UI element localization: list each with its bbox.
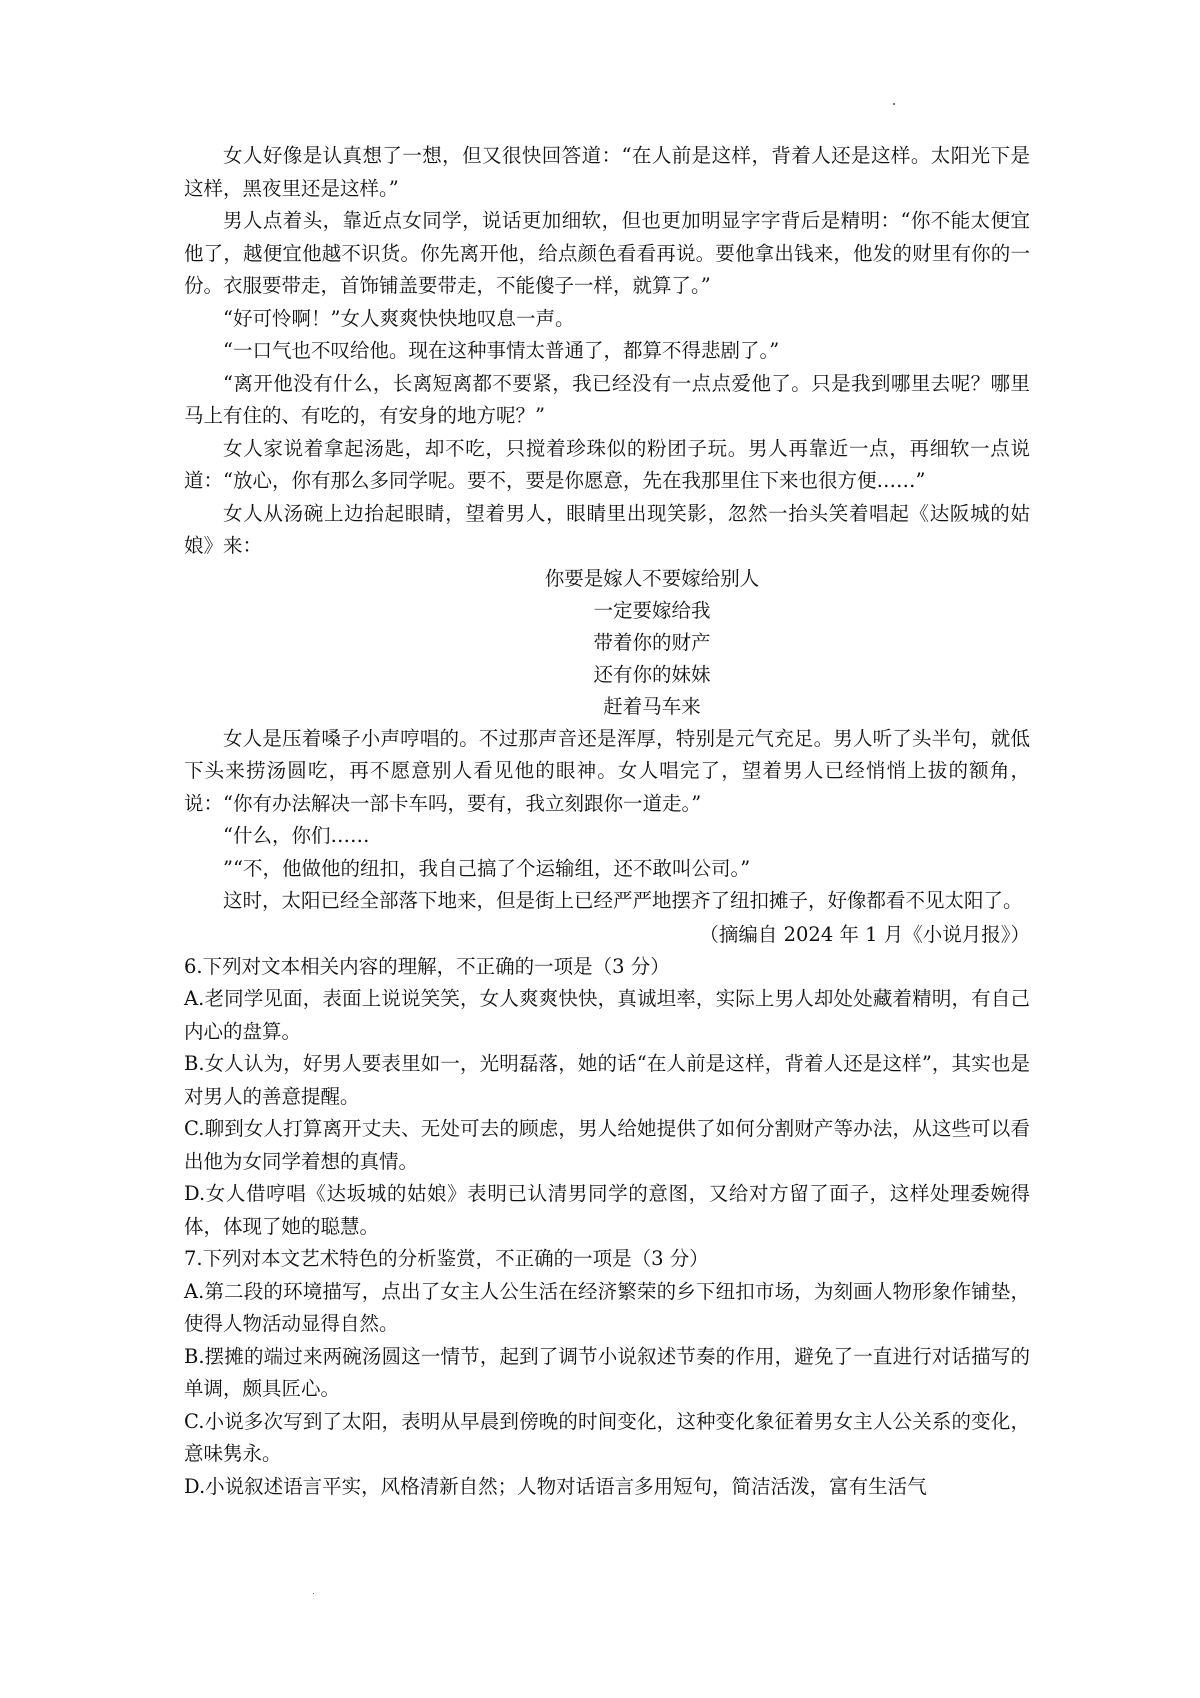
song-line: 赶着马车来 (603, 694, 701, 718)
story-paragraph: “什么，你们…… (223, 824, 370, 847)
song-line: 带着你的财产 (593, 630, 711, 654)
story-paragraph: ”“不，他做他的纽扣，我自己搞了个运输组，还不敢叫公司。” (223, 856, 751, 880)
answer-option-c: C.小说多次写到了太阳，表明从早晨到傍晚的时间变化，这种变化象征着男女主人公关系的变化，意味隽永。 (184, 1409, 1030, 1465)
answer-option-d: D.小说叙述语言平实，风格清新自然；人物对话语言多用短句，简洁活泼，富有生活气 (184, 1474, 927, 1498)
answer-option-a: A.第二段的环境描写，点出了女主人公生活在经济繁荣的乡下纽扣市场，为刻画人物形象作铺垫，使得人物活动显得自然。 (184, 1279, 1030, 1335)
story-paragraph: 男人点着头，靠近点女同学，说话更加细软，但也更加明显字字背后是精明：“你不能太便宜他了，越便宜他越不识货。你先离开他，给点颜色看看再说。要他拿出钱来，他发的财里有你的一份。衣服要带走，首饰铺盖要带走，不能傻子一样，就算了。” (184, 209, 1030, 297)
song-line: 你要是嫁人不要嫁给别人 (544, 566, 760, 590)
story-paragraph: 女人是压着嗓子小声哼唱的。不过那声音还是浑厚，特别是元气充足。男人听了头半句，就低下头来捞汤圆吃，再不愿意别人看见他的眼神。女人唱完了，望着男人已经悄悄上拔的额角，说：“你有办法解决一部卡车吗，要有，我立刻跟你一道走。” (184, 726, 1030, 815)
question-7 (184, 1243, 1030, 1503)
scan-speck (313, 1593, 314, 1594)
scan-speck (893, 103, 895, 105)
story-paragraph: 这时，太阳已经全部落下地来，但是街上已经严严地摆齐了纽扣摊子，好像都看不见太阳了。 (223, 889, 1023, 912)
story-paragraph: “好可怜啊！”女人爽爽快快地叹息一声。 (223, 306, 575, 330)
question-stem: 7.下列对本文艺术特色的分析鉴赏，不正确的一项是（3 分） (184, 1247, 709, 1270)
story-excerpt (184, 140, 1030, 951)
question-stem: 6.下列对文本相关内容的理解，不正确的一项是（3 分） (184, 954, 670, 978)
story-paragraph: 女人好像是认真想了一想，但又很快回答道：“在人前是这样，背着人还是这样。太阳光下是这样，黑夜里还是这样。” (184, 144, 1030, 200)
song-lyrics (184, 563, 1030, 723)
answer-option-b: B.女人认为，好男人要表里如一，光明磊落，她的话“在人前是这样，背着人还是这样”，其实也是对男人的善意提醒。 (184, 1052, 1030, 1108)
answer-option-b: B.摆摊的端过来两碗汤圆这一情节，起到了调节小说叙述节奏的作用，避免了一直进行对话描写的单调，颇具匠心。 (184, 1344, 1030, 1400)
story-paragraph: “一口气也不叹给他。现在这种事情太普通了，都算不得悲剧了。” (223, 339, 780, 362)
story-paragraph: 女人家说着拿起汤匙，却不吃，只搅着珍珠似的粉团子玩。男人再靠近一点，再细软一点说道：“放心，你有那么多同学呢。要不，要是你愿意，先在我那里住下来也很方便……” (184, 436, 1030, 492)
answer-option-a: A.老同学见面，表面上说说笑笑，女人爽爽快快，真诚坦率，实际上男人却处处藏着精明，有自己内心的盘算。 (184, 987, 1030, 1043)
story-paragraph: “离开他没有什么，长离短离都不要紧，我已经没有一点点爱他了。只是我到哪里去呢？哪里马上有住的、有吃的，有安身的地方呢？” (184, 371, 1030, 427)
answer-option-d: D.女人借哼唱《达坂城的姑娘》表明已认清男同学的意图，又给对方留了面子，这样处理委婉得体，体现了她的聪慧。 (184, 1182, 1030, 1238)
exam-page (184, 140, 1030, 1503)
song-line: 一定要嫁给我 (593, 598, 711, 622)
question-6 (184, 951, 1030, 1244)
source-citation: （摘编自 2024 年 1 月《小说月报》） (699, 922, 1030, 946)
story-paragraph: 女人从汤碗上边抬起眼睛，望着男人，眼睛里出现笑影，忽然一抬头笑着唱起《达阪城的姑娘》来： (184, 501, 1030, 557)
song-line: 还有你的妹妹 (593, 662, 711, 686)
answer-option-c: C.聊到女人打算离开丈夫、无处可去的顾虑，男人给她提供了如何分割财产等办法，从这些可以看出他为女同学着想的真情。 (184, 1117, 1030, 1173)
